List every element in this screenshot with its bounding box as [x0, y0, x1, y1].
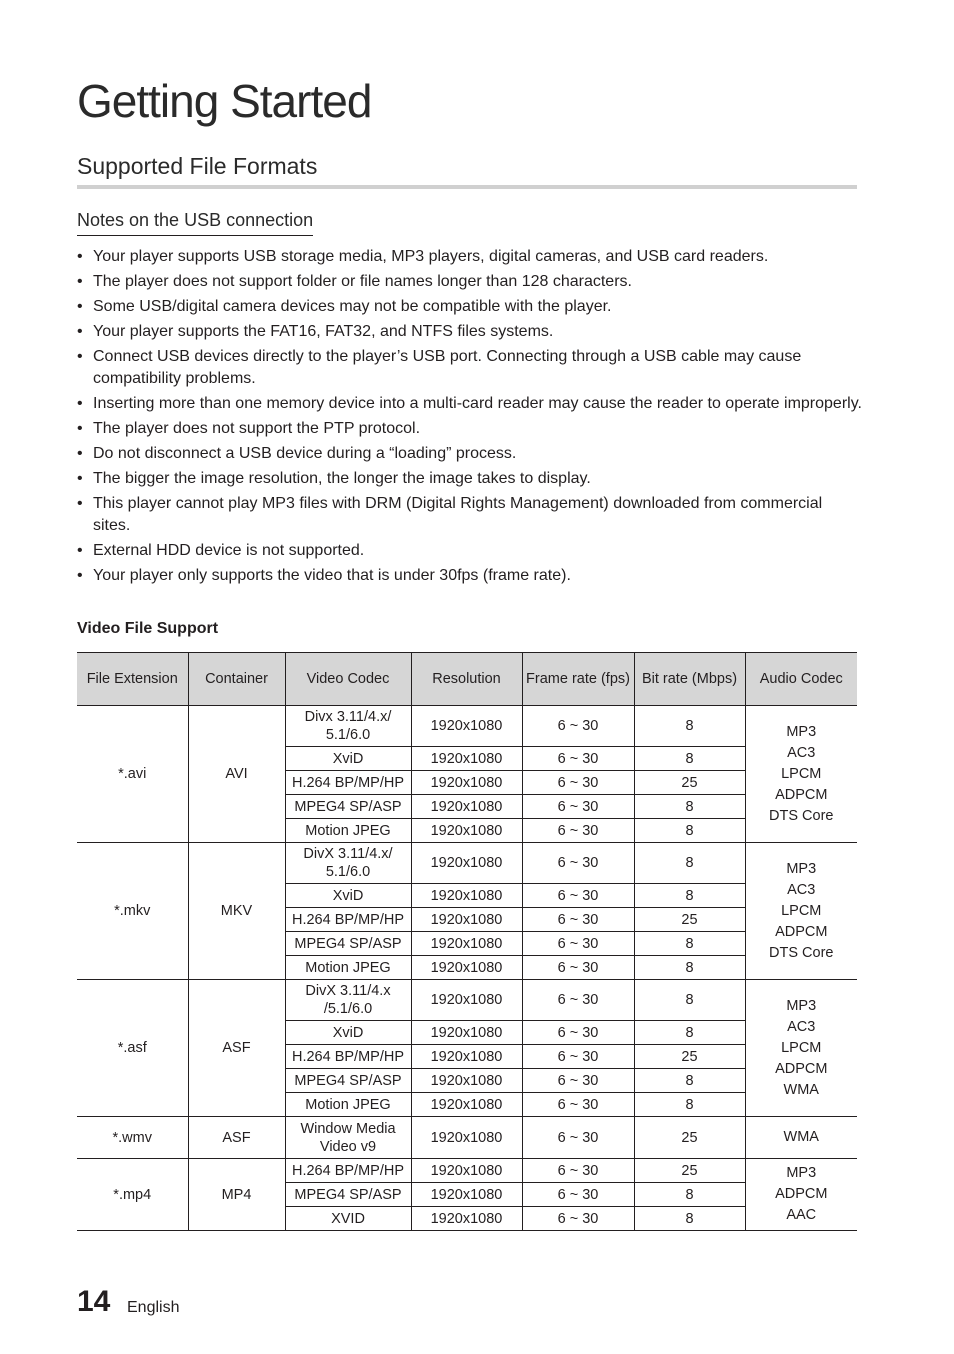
list-item: • Connect USB devices directly to the player’s USB port. Connecting through a USB cable may cause compatibility problems.: [77, 346, 862, 390]
bit-rate-cell: 8: [634, 1069, 745, 1093]
column-header: File Extension: [77, 653, 188, 706]
table-title: Video File Support: [77, 620, 219, 637]
section-divider: [77, 185, 857, 189]
audio-codec-item: AC3: [787, 881, 816, 898]
resolution-cell: 1920x1080: [411, 980, 522, 1021]
video-codec-cell: H.264 BP/MP/HP: [285, 1159, 411, 1183]
frame-rate-cell: 6 ~ 30: [522, 908, 634, 932]
audio-codec-item: AC3: [787, 744, 816, 761]
video-codec-cell: MPEG4 SP/ASP: [285, 795, 411, 819]
video-codec-cell: XviD: [285, 1021, 411, 1045]
video-codec-cell: MPEG4 SP/ASP: [285, 1183, 411, 1207]
bit-rate-cell: 8: [634, 706, 745, 747]
table-row: [77, 1159, 857, 1183]
table-row: [77, 1117, 857, 1159]
resolution-cell: 1920x1080: [411, 908, 522, 932]
list-item: • Inserting more than one memory device into a multi-card reader may cause the reader to operate improperly.: [77, 393, 862, 415]
resolution-cell: 1920x1080: [411, 932, 522, 956]
list-item: • Your player supports USB storage media, MP3 players, digital cameras, and USB card readers.: [77, 246, 862, 268]
video-codec-cell: Window Media Video v9: [285, 1117, 411, 1159]
frame-rate-cell: 6 ~ 30: [522, 706, 634, 747]
audio-codec-item: ADPCM: [775, 923, 828, 940]
audio-codec-item: WMA: [783, 1129, 819, 1145]
container-cell: AVI: [188, 706, 285, 843]
bit-rate-cell: 8: [634, 1021, 745, 1045]
bit-rate-cell: 25: [634, 1117, 745, 1159]
list-item: • Your player only supports the video that is under 30fps (frame rate).: [77, 565, 862, 587]
frame-rate-cell: 6 ~ 30: [522, 1183, 634, 1207]
bit-rate-cell: 8: [634, 884, 745, 908]
bit-rate-cell: 8: [634, 932, 745, 956]
container-cell: MP4: [188, 1159, 285, 1231]
audio-codec-item: LPCM: [781, 1039, 822, 1056]
audio-codec-cell: [745, 843, 857, 980]
frame-rate-cell: 6 ~ 30: [522, 747, 634, 771]
video-codec-cell: MPEG4 SP/ASP: [285, 932, 411, 956]
resolution-cell: 1920x1080: [411, 956, 522, 980]
frame-rate-cell: 6 ~ 30: [522, 932, 634, 956]
list-item: • Some USB/digital camera devices may not be compatible with the player.: [77, 296, 862, 318]
resolution-cell: 1920x1080: [411, 771, 522, 795]
frame-rate-cell: 6 ~ 30: [522, 980, 634, 1021]
audio-codec-item: MP3: [786, 1165, 817, 1181]
video-codec-cell: MPEG4 SP/ASP: [285, 1069, 411, 1093]
audio-codec-item: MP3: [786, 997, 817, 1014]
audio-codec-item: WMA: [783, 1081, 819, 1098]
bit-rate-cell: 25: [634, 771, 745, 795]
video-support-table: [77, 652, 857, 1231]
resolution-cell: 1920x1080: [411, 1207, 522, 1231]
column-header: Container: [188, 653, 285, 706]
column-header: Bit rate (Mbps): [634, 653, 745, 706]
file-extension-cell: *.avi: [77, 706, 188, 843]
audio-codec-item: AC3: [787, 1018, 816, 1035]
column-header: Frame rate (fps): [522, 653, 634, 706]
audio-codec-item: MP3: [786, 860, 817, 877]
page-language: English: [127, 1299, 180, 1316]
frame-rate-cell: 6 ~ 30: [522, 1069, 634, 1093]
frame-rate-cell: 6 ~ 30: [522, 843, 634, 884]
table-row: [77, 843, 857, 884]
table-header-row: [77, 653, 857, 706]
bit-rate-cell: 8: [634, 1183, 745, 1207]
bit-rate-cell: 25: [634, 908, 745, 932]
frame-rate-cell: 6 ~ 30: [522, 819, 634, 843]
video-codec-cell: DivX 3.11/4.x /5.1/6.0: [285, 980, 411, 1021]
resolution-cell: 1920x1080: [411, 1117, 522, 1159]
frame-rate-cell: 6 ~ 30: [522, 771, 634, 795]
audio-codec-item: ADPCM: [775, 1060, 828, 1077]
resolution-cell: 1920x1080: [411, 1069, 522, 1093]
frame-rate-cell: 6 ~ 30: [522, 1207, 634, 1231]
video-codec-cell: XviD: [285, 884, 411, 908]
frame-rate-cell: 6 ~ 30: [522, 884, 634, 908]
table-row: [77, 980, 857, 1021]
video-codec-cell: DivX 3.11/4.x/ 5.1/6.0: [285, 843, 411, 884]
bit-rate-cell: 8: [634, 956, 745, 980]
resolution-cell: 1920x1080: [411, 843, 522, 884]
container-cell: ASF: [188, 1117, 285, 1159]
audio-codec-item: AAC: [786, 1207, 817, 1223]
bit-rate-cell: 25: [634, 1045, 745, 1069]
resolution-cell: 1920x1080: [411, 1093, 522, 1117]
chapter-title: Getting Started: [77, 75, 372, 127]
list-item: • Do not disconnect a USB device during a “loading” process.: [77, 443, 862, 465]
section-title: Supported File Formats: [77, 153, 318, 179]
video-codec-cell: Motion JPEG: [285, 956, 411, 980]
audio-codec-cell: [745, 1159, 857, 1231]
bit-rate-cell: 8: [634, 1207, 745, 1231]
frame-rate-cell: 6 ~ 30: [522, 1045, 634, 1069]
resolution-cell: 1920x1080: [411, 884, 522, 908]
list-item: • The player does not support the PTP protocol.: [77, 418, 862, 440]
video-codec-cell: H.264 BP/MP/HP: [285, 1045, 411, 1069]
column-header: Resolution: [411, 653, 522, 706]
video-codec-cell: Divx 3.11/4.x/ 5.1/6.0: [285, 706, 411, 747]
frame-rate-cell: 6 ~ 30: [522, 795, 634, 819]
audio-codec-item: LPCM: [781, 765, 822, 782]
video-codec-cell: H.264 BP/MP/HP: [285, 771, 411, 795]
frame-rate-cell: 6 ~ 30: [522, 1159, 634, 1183]
audio-codec-item: ADPCM: [775, 786, 828, 803]
file-extension-cell: *.mkv: [77, 843, 188, 980]
resolution-cell: 1920x1080: [411, 1045, 522, 1069]
video-codec-cell: Motion JPEG: [285, 1093, 411, 1117]
audio-codec-item: LPCM: [781, 902, 822, 919]
video-codec-cell: XVID: [285, 1207, 411, 1231]
video-codec-cell: XviD: [285, 747, 411, 771]
file-extension-cell: *.asf: [77, 980, 188, 1117]
list-item: • The player does not support folder or file names longer than 128 characters.: [77, 271, 862, 293]
file-extension-cell: *.mp4: [77, 1159, 188, 1231]
audio-codec-item: DTS Core: [769, 944, 834, 961]
bit-rate-cell: 25: [634, 1159, 745, 1183]
file-extension-cell: *.wmv: [77, 1117, 188, 1159]
resolution-cell: 1920x1080: [411, 1159, 522, 1183]
frame-rate-cell: 6 ~ 30: [522, 1021, 634, 1045]
bit-rate-cell: 8: [634, 980, 745, 1021]
audio-codec-item: ADPCM: [775, 1186, 828, 1202]
list-item: • This player cannot play MP3 files with DRM (Digital Rights Management) downloaded from commercial sites.: [77, 493, 862, 537]
video-codec-cell: Motion JPEG: [285, 819, 411, 843]
table-body: [77, 706, 857, 1231]
audio-codec-cell: [745, 1117, 857, 1159]
bit-rate-cell: 8: [634, 1093, 745, 1117]
audio-codec-item: DTS Core: [769, 807, 834, 824]
resolution-cell: 1920x1080: [411, 819, 522, 843]
frame-rate-cell: 6 ~ 30: [522, 1093, 634, 1117]
frame-rate-cell: 6 ~ 30: [522, 956, 634, 980]
resolution-cell: 1920x1080: [411, 1021, 522, 1045]
bit-rate-cell: 8: [634, 747, 745, 771]
resolution-cell: 1920x1080: [411, 747, 522, 771]
list-item: • The bigger the image resolution, the longer the image takes to display.: [77, 468, 862, 490]
resolution-cell: 1920x1080: [411, 795, 522, 819]
container-cell: ASF: [188, 980, 285, 1117]
page-number: 14: [77, 1285, 111, 1318]
resolution-cell: 1920x1080: [411, 706, 522, 747]
list-item: • External HDD device is not supported.: [77, 540, 862, 562]
bit-rate-cell: 8: [634, 843, 745, 884]
column-header: Audio Codec: [745, 653, 857, 706]
column-header: Video Codec: [285, 653, 411, 706]
audio-codec-cell: [745, 980, 857, 1117]
container-cell: MKV: [188, 843, 285, 980]
list-item: • Your player supports the FAT16, FAT32, and NTFS files systems.: [77, 321, 862, 343]
usb-notes-list: [77, 246, 862, 590]
frame-rate-cell: 6 ~ 30: [522, 1117, 634, 1159]
bit-rate-cell: 8: [634, 819, 745, 843]
audio-codec-cell: [745, 706, 857, 843]
video-codec-cell: H.264 BP/MP/HP: [285, 908, 411, 932]
table-row: [77, 706, 857, 747]
resolution-cell: 1920x1080: [411, 1183, 522, 1207]
subsection-title: Notes on the USB connection: [77, 210, 313, 236]
audio-codec-item: MP3: [786, 723, 817, 740]
bit-rate-cell: 8: [634, 795, 745, 819]
